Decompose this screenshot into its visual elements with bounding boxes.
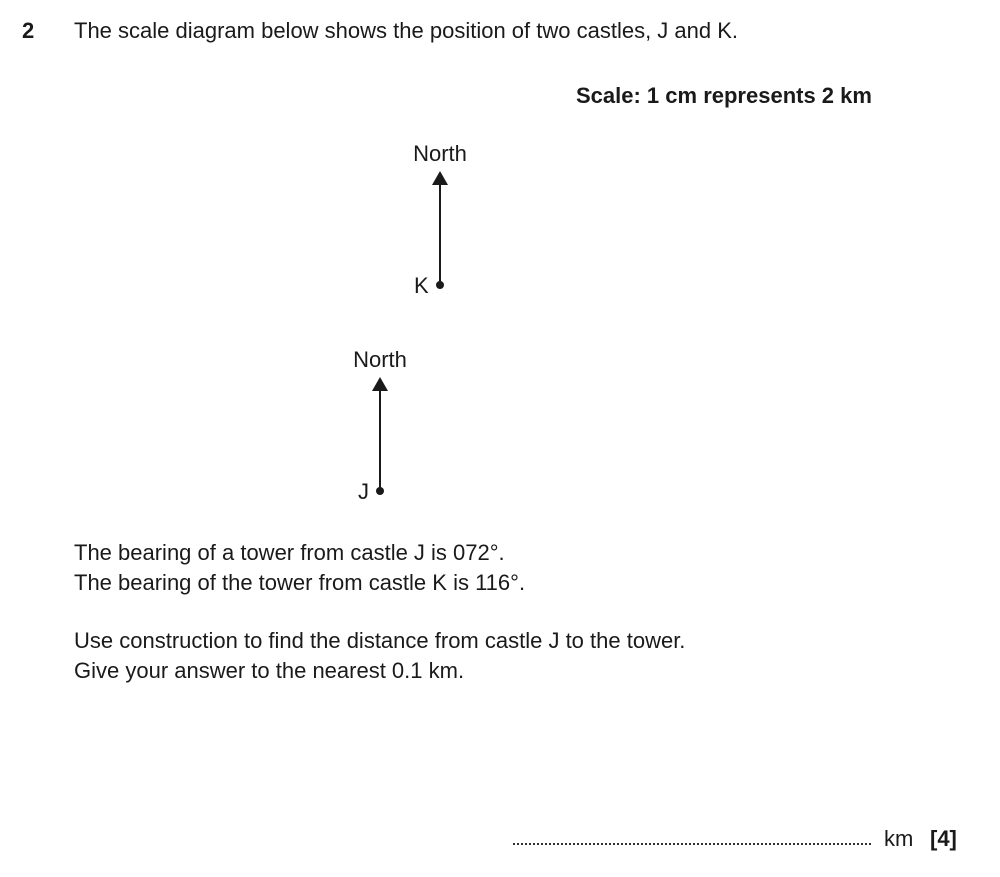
- bearing-j-text: The bearing of a tower from castle J is 072°.: [74, 540, 505, 565]
- north-label-j: North: [353, 347, 407, 372]
- arrowhead-k-icon: [432, 171, 448, 185]
- bearing-k-text: The bearing of the tower from castle K is 116°.: [74, 570, 526, 595]
- instruction-2: Give your answer to the nearest 0.1 km.: [74, 658, 465, 683]
- arrowhead-j-icon: [372, 377, 388, 391]
- marks-label: [4]: [930, 826, 957, 851]
- castle-j-label: J: [358, 479, 369, 504]
- castle-k-label: K: [414, 273, 429, 298]
- answer-line[interactable]: [513, 843, 871, 845]
- question-number: 2: [22, 18, 35, 43]
- castle-k-point: [436, 281, 444, 289]
- question-intro: The scale diagram below shows the position of two castles, J and K.: [74, 18, 739, 43]
- scale-label: Scale: 1 cm represents 2 km: [576, 83, 872, 108]
- castle-j-point: [376, 487, 384, 495]
- instruction-1: Use construction to find the distance from castle J to the tower.: [74, 628, 686, 653]
- answer-unit: km: [884, 826, 914, 851]
- north-label-k: North: [413, 141, 467, 166]
